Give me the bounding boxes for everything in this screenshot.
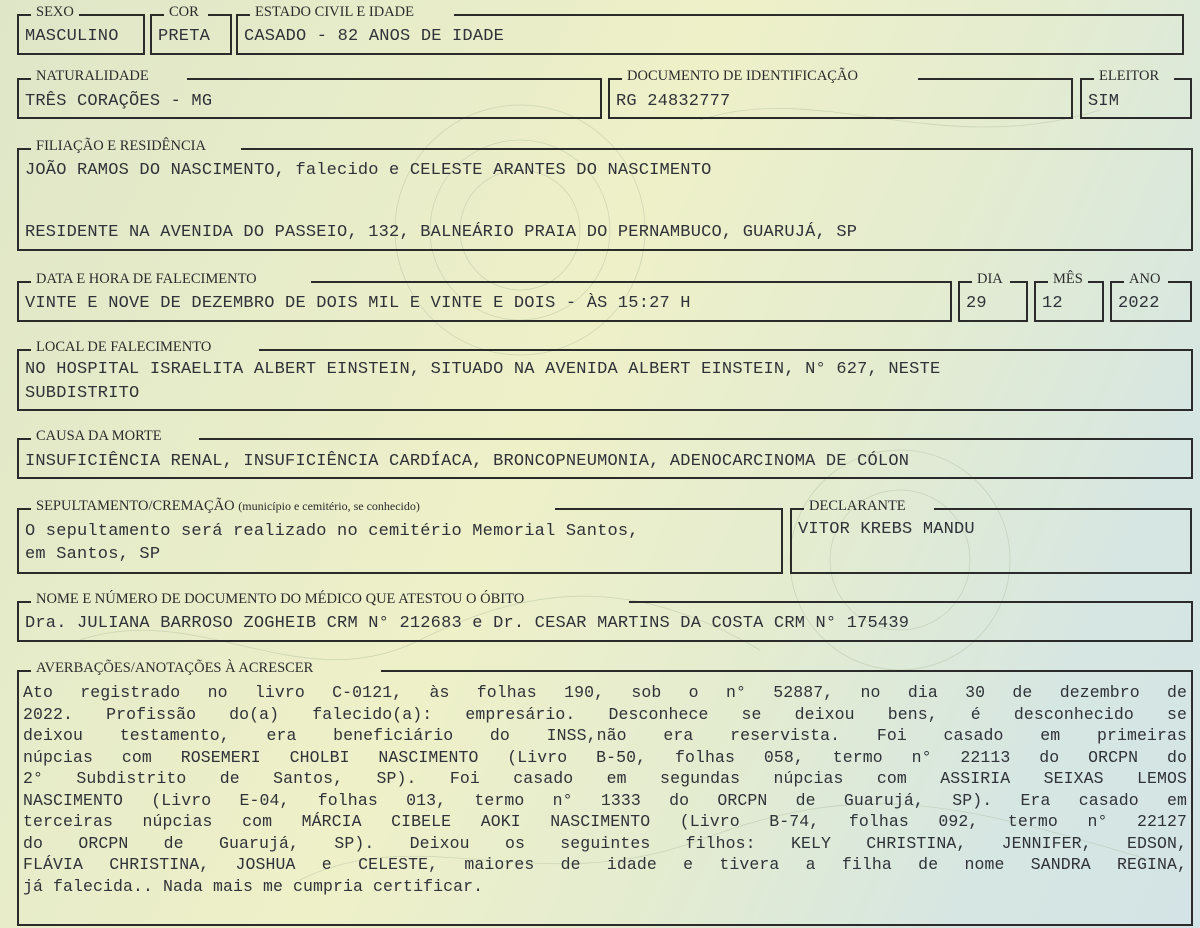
ano-value: 2022	[1118, 294, 1160, 313]
eleitor-value: SIM	[1088, 92, 1120, 111]
local-line1: NO HOSPITAL ISRAELITA ALBERT EINSTEIN, SITUADO NA AVENIDA ALBERT EINSTEIN, N° 627, NESTE	[25, 360, 941, 379]
averbacoes-line: FLÁVIA CHRISTINA, JOSHUA e CELESTE, maiores de idade e tivera a filha de nome SANDRA REGINA,	[23, 855, 1187, 874]
averbacoes-line: do ORCPN de Guarujá, SP). Deixou os seguintes filhos: KELY CHRISTINA, JENNIFER, EDSON,	[23, 833, 1187, 853]
estado-civil-field	[236, 4, 1184, 55]
documento-label: DOCUMENTO DE IDENTIFICAÇÃO	[627, 68, 858, 84]
sepultamento-line1: O sepultamento será realizado no cemitério Memorial Santos,	[25, 522, 639, 541]
dia-field	[958, 271, 1028, 322]
ano-field	[1110, 271, 1192, 322]
averbacoes-line: 2° Subdistrito de Santos, SP). Foi casado em segundas núpcias com ASSIRIA SEIXAS LEMOS	[23, 769, 1187, 788]
averbacoes-line: Ato registrado no livro C-0121, às folhas 190, sob o n° 52887, no dia 30 de dezembro de	[23, 683, 1187, 702]
falecimento-field	[17, 271, 952, 322]
sexo-label: SEXO	[36, 4, 74, 20]
sexo-field	[17, 4, 145, 55]
sexo-value: MASCULINO	[25, 27, 119, 46]
sepultamento-label-main: SEPULTAMENTO/CREMAÇÃO	[36, 498, 235, 514]
averbacoes-line: já falecida.. Nada mais me cumpria certificar.	[23, 876, 484, 896]
sepultamento-label-note: (município e cemitério, se conhecido)	[238, 499, 420, 513]
eleitor-label: ELEITOR	[1099, 68, 1160, 84]
declarante-field	[790, 498, 1192, 574]
documento-field	[608, 68, 1073, 119]
averbacoes-line: NASCIMENTO (Livro E-04, folhas 013, termo n° 1333 do ORCPN de Guarujá, SP). Era casado em	[23, 790, 1187, 810]
estado-civil-value: CASADO - 82 ANOS DE IDADE	[244, 27, 505, 46]
cor-field	[150, 4, 232, 55]
filiacao-label: FILIAÇÃO E RESIDÊNCIA	[36, 138, 206, 154]
eleitor-field	[1080, 68, 1192, 119]
local-label: LOCAL DE FALECIMENTO	[36, 339, 212, 355]
averbacoes-field	[17, 660, 1193, 926]
sepultamento-field	[17, 498, 783, 574]
estado-civil-label: ESTADO CIVIL E IDADE	[255, 4, 414, 20]
filiacao-field	[17, 138, 1193, 251]
causa-label: CAUSA DA MORTE	[36, 428, 162, 444]
falecimento-label: DATA E HORA DE FALECIMENTO	[36, 271, 257, 287]
averbacoes-label: AVERBAÇÕES/ANOTAÇÕES À ACRESCER	[36, 660, 314, 676]
declarante-value: VITOR KREBS MANDU	[798, 520, 975, 539]
mes-value: 12	[1042, 294, 1063, 313]
causa-value: INSUFICIÊNCIA RENAL, INSUFICIÊNCIA CARDÍACA, BRONCOPNEUMONIA, ADENOCARCINOMA DE CÓLON	[25, 452, 910, 471]
cor-label: COR	[169, 4, 199, 20]
averbacoes-line: 2022. Profissão do(a) falecido(a): empresário. Desconhece se deixou bens, é desconhecido se	[23, 704, 1187, 724]
averbacoes-text	[23, 682, 1187, 897]
documento-value: RG 24832777	[616, 92, 731, 111]
mes-label: MÊS	[1053, 271, 1083, 287]
medico-field	[17, 591, 1193, 642]
ano-label: ANO	[1129, 271, 1161, 287]
local-field	[17, 339, 1193, 411]
naturalidade-label: NATURALIDADE	[36, 68, 149, 84]
declarante-label: DECLARANTE	[809, 498, 906, 514]
sepultamento-label	[33, 498, 423, 514]
averbacoes-line: terceiras núpcias com MÁRCIA CIBELE AOKI NASCIMENTO (Livro B-74, folhas 092, termo n° 22127	[23, 812, 1187, 831]
naturalidade-field	[17, 68, 602, 119]
averbacoes-line: deixou testamento, era beneficiário do INSS,não era reservista. Foi casado em primeiras	[23, 726, 1187, 745]
naturalidade-value: TRÊS CORAÇÕES - MG	[25, 92, 213, 111]
falecimento-value: VINTE E NOVE DE DEZEMBRO DE DOIS MIL E VINTE E DOIS - ÀS 15:27 H	[25, 294, 691, 313]
filiacao-line2: RESIDENTE NA AVENIDA DO PASSEIO, 132, BALNEÁRIO PRAIA DO PERNAMBUCO, GUARUJÁ, SP	[25, 223, 858, 242]
filiacao-line1: JOÃO RAMOS DO NASCIMENTO, falecido e CELESTE ARANTES DO NASCIMENTO	[25, 161, 712, 180]
causa-field	[17, 428, 1193, 479]
medico-label: NOME E NÚMERO DE DOCUMENTO DO MÉDICO QUE ATESTOU O ÓBITO	[36, 591, 525, 607]
local-line2: SUBDISTRITO	[25, 384, 140, 403]
cor-value: PRETA	[158, 27, 211, 46]
sepultamento-line2: em Santos, SP	[25, 545, 161, 564]
averbacoes-line: núpcias com ROSEMERI CHOLBI NASCIMENTO (Livro B-50, folhas 058, termo n° 22113 do ORCPN do	[23, 747, 1187, 767]
dia-label: DIA	[977, 271, 1003, 287]
mes-field	[1034, 271, 1104, 322]
dia-value: 29	[966, 294, 987, 313]
medico-value: Dra. JULIANA BARROSO ZOGHEIB CRM N° 212683 e Dr. CESAR MARTINS DA COSTA CRM N° 175439	[25, 614, 910, 633]
